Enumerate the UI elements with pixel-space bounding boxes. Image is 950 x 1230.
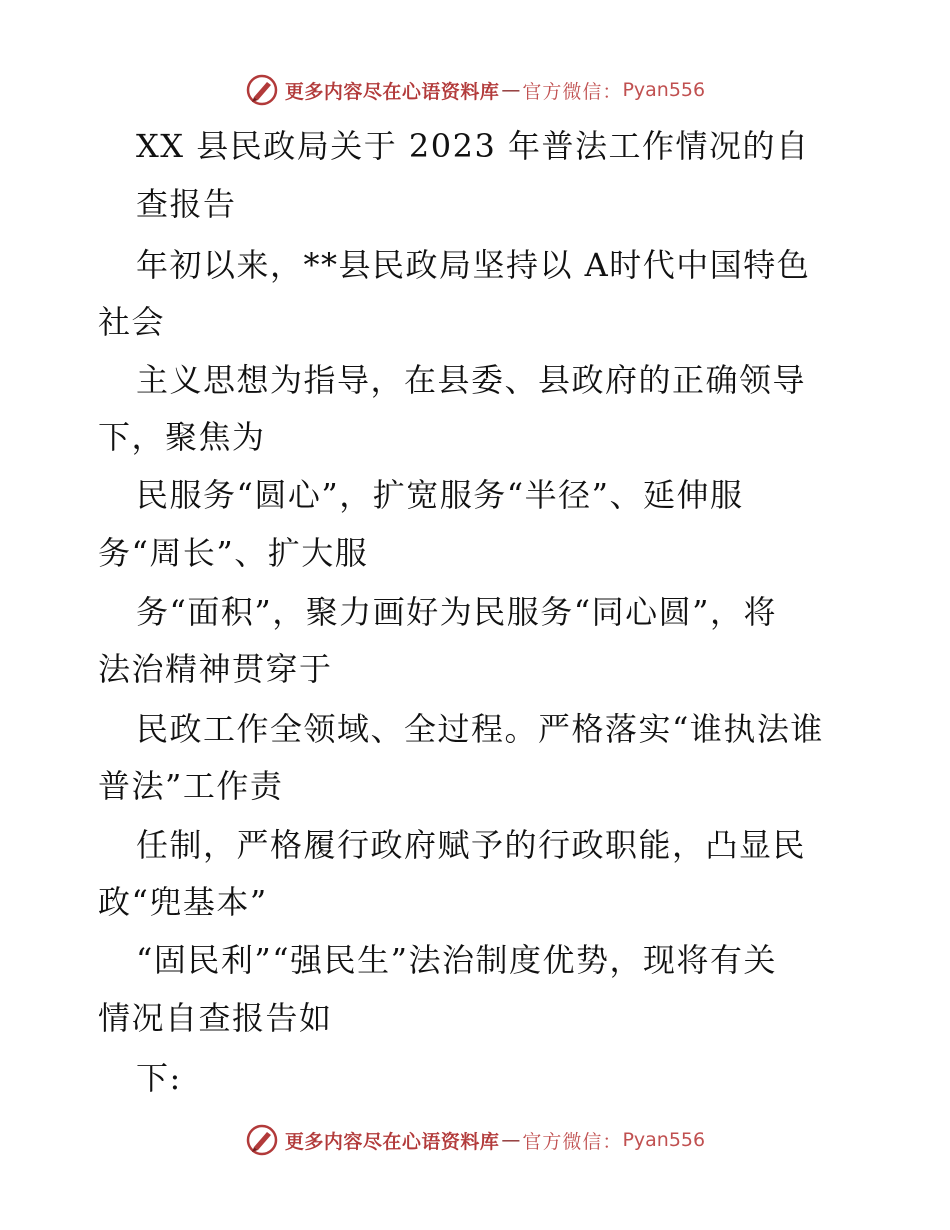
- paragraph-line: 任制，严格履行政府赋予的行政职能，凸显民: [136, 826, 807, 864]
- paragraph-line: 主义思想为指导，在县委、县政府的正确领导: [136, 361, 807, 399]
- header-watermark: [0, 70, 950, 110]
- paragraph-line: 法治精神贯穿于: [98, 650, 333, 688]
- watermark-contact-id: Pyan556: [622, 79, 706, 101]
- paragraph-line: 下:: [136, 1059, 182, 1097]
- watermark-contact-label: 官方微信：: [522, 1130, 623, 1153]
- paragraph-line: 年初以来，**县民政局坚持以 A时代中国特色: [136, 246, 811, 284]
- paragraph-line: 务“周长”、扩大服: [98, 534, 369, 572]
- paragraph-line: 普法”工作责: [98, 767, 284, 805]
- paragraph-line: 社会: [98, 303, 166, 341]
- paragraph-line: 民政工作全领域、全过程。严格落实“谁执法谁: [136, 710, 824, 748]
- watermark-dash: —: [501, 1129, 521, 1151]
- watermark-main-text: 更多内容尽在心语资料库: [284, 80, 500, 103]
- paragraph-line: 民服务“圆心”，扩宽服务“半径”、延伸服: [136, 476, 744, 514]
- watermark-contact-label: 官方微信：: [522, 80, 623, 103]
- paragraph-line: 情况自查报告如: [98, 999, 333, 1037]
- footer-watermark: [0, 1120, 950, 1160]
- pen-circle-logo-icon: [245, 1123, 279, 1157]
- pen-circle-logo-icon: [245, 73, 279, 107]
- document-title-line-1: XX 县民政局关于 2023 年普法工作情况的自: [136, 127, 810, 165]
- watermark-main-text: 更多内容尽在心语资料库: [284, 1130, 500, 1153]
- watermark-dash: —: [501, 79, 521, 101]
- paragraph-line: 务“面积”，聚力画好为民服务“同心圆”，将: [136, 593, 777, 631]
- paragraph-line: 下，聚焦为: [98, 418, 266, 456]
- paragraph-line: 政“兜基本”: [98, 883, 268, 921]
- watermark-contact-id: Pyan556: [622, 1129, 706, 1151]
- document-title-line-2: 查报告: [136, 185, 237, 223]
- paragraph-line: “固民利”“强民生”法治制度优势，现将有关: [136, 941, 777, 979]
